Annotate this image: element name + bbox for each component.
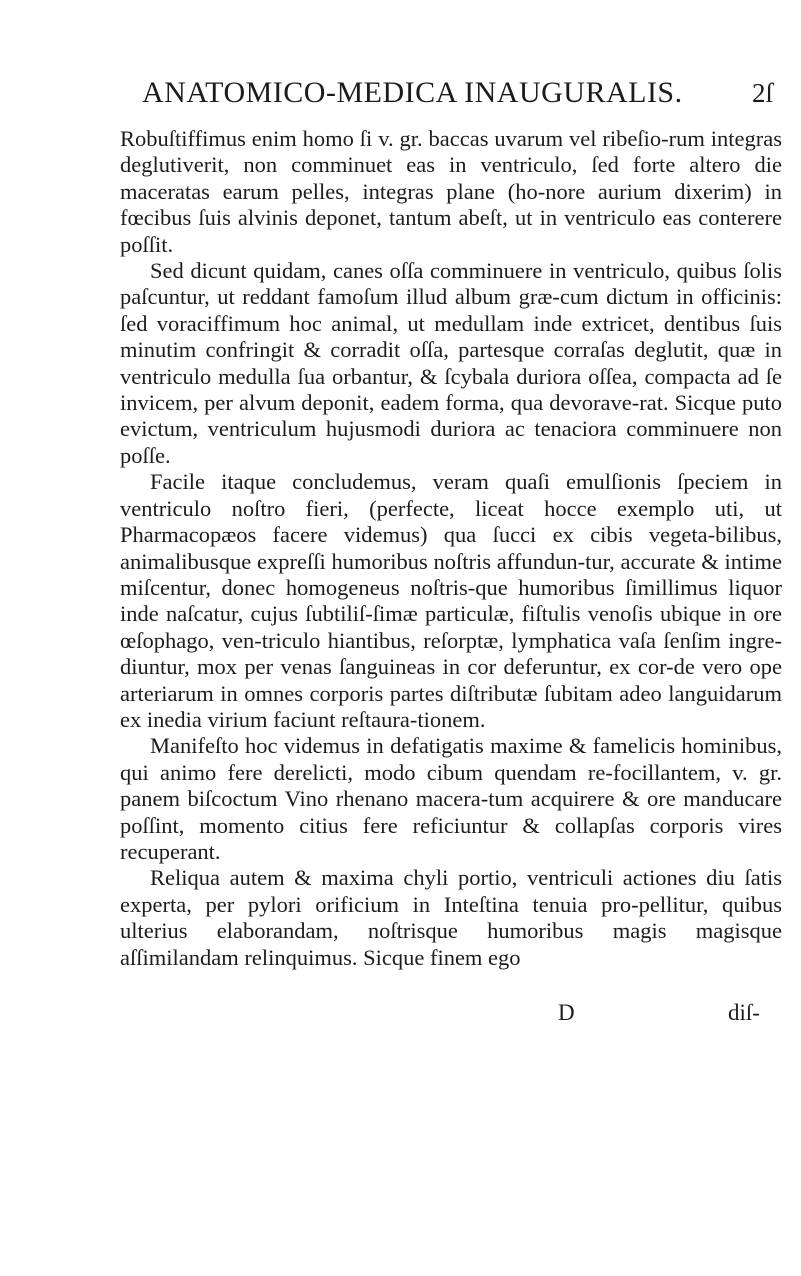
- paragraph: Sed dicunt quidam, canes oſſa comminuere in ventriculo, quibus ſolis paſcuntur, ut reddant famoſum illud album græ-cum dictum in officinis: ſed voraciffimum hoc animal, ut medullam inde extricet, dentibus ſuis minutim confringit & corradit oſſa, partesque corraſas deglutit, quæ in ventriculo medulla ſua orbantur, & ſcybala duriora oſſea, compacta ad ſe invicem, per alvum deponit, eadem forma, qua devorave-rat. Sicque puto evictum, ventriculum hujusmodi duriora ac tenaciora comminuere non poſſe.: [120, 258, 782, 468]
- paragraph: Facile itaque concludemus, veram quaſi emulſionis ſpeciem in ventriculo noſtro fieri, (perfecte, liceat hocce exemplo uti, ut Pharmacopæos facere videmus) qua ſucci ex cibis vegeta-bilibus, animalibusque expreſſi humoribus noſtris affundun-tur, accurate & intime miſcentur, donec homogeneus noſtris-que humoribus ſimillimus liquor inde naſcatur, cujus ſubtiliſ-ſimæ particulæ, fiſtulis venoſis ubique in ore œſophago, ven-triculo hiantibus, reſorptæ, lymphatica vaſa ſenſim ingre-diuntur, mox per venas ſanguineas in cor deferuntur, ex cor-de vero ope arteriarum in omnes corporis partes diſtributæ ſubitam adeo languidarum ex inedia virium faciunt reſtaura-tionem.: [120, 469, 782, 732]
- paragraph: Reliqua autem & maxima chyli portio, ventriculi actiones diu ſatis experta, per pylori orificium in Inteſtina tenuia pro-pellitur, quibus ulterius elaborandam, noſtrisque humoribus magis magisque aſſimilandam relinquimus. Sicque finem ego: [120, 865, 782, 970]
- page-header: [120, 76, 800, 120]
- page-number: 2ſ: [752, 78, 774, 108]
- running-title: ANATOMICO-MEDICA INAUGURALIS.: [142, 76, 683, 109]
- body-text: [120, 126, 782, 971]
- paragraph: Robuſtiffimus enim homo ſi v. gr. baccas uvarum vel ribeſio-rum integras deglutiverit, non comminuet eas in ventriculo, ſed forte altero die maceratas earum pelles, integras plane (ho-nore aurium dixerim) in fœcibus ſuis alvinis deponet, tantum abeſt, ut in ventriculo eas conterere poſſit.: [120, 126, 782, 257]
- page-footer: [120, 1000, 782, 1030]
- catchword: diſ-: [728, 1000, 760, 1025]
- paragraph: Manifeſto hoc videmus in defatigatis maxime & famelicis hominibus, qui animo fere derelicti, modo cibum quendam re-focillantem, v. gr. panem biſcoctum Vino rhenano macera-tum acquirere & ore manducare poſſint, momento citius fere reficiuntur & collapſas corporis vires recuperant.: [120, 733, 782, 864]
- signature-mark: D: [558, 1000, 575, 1025]
